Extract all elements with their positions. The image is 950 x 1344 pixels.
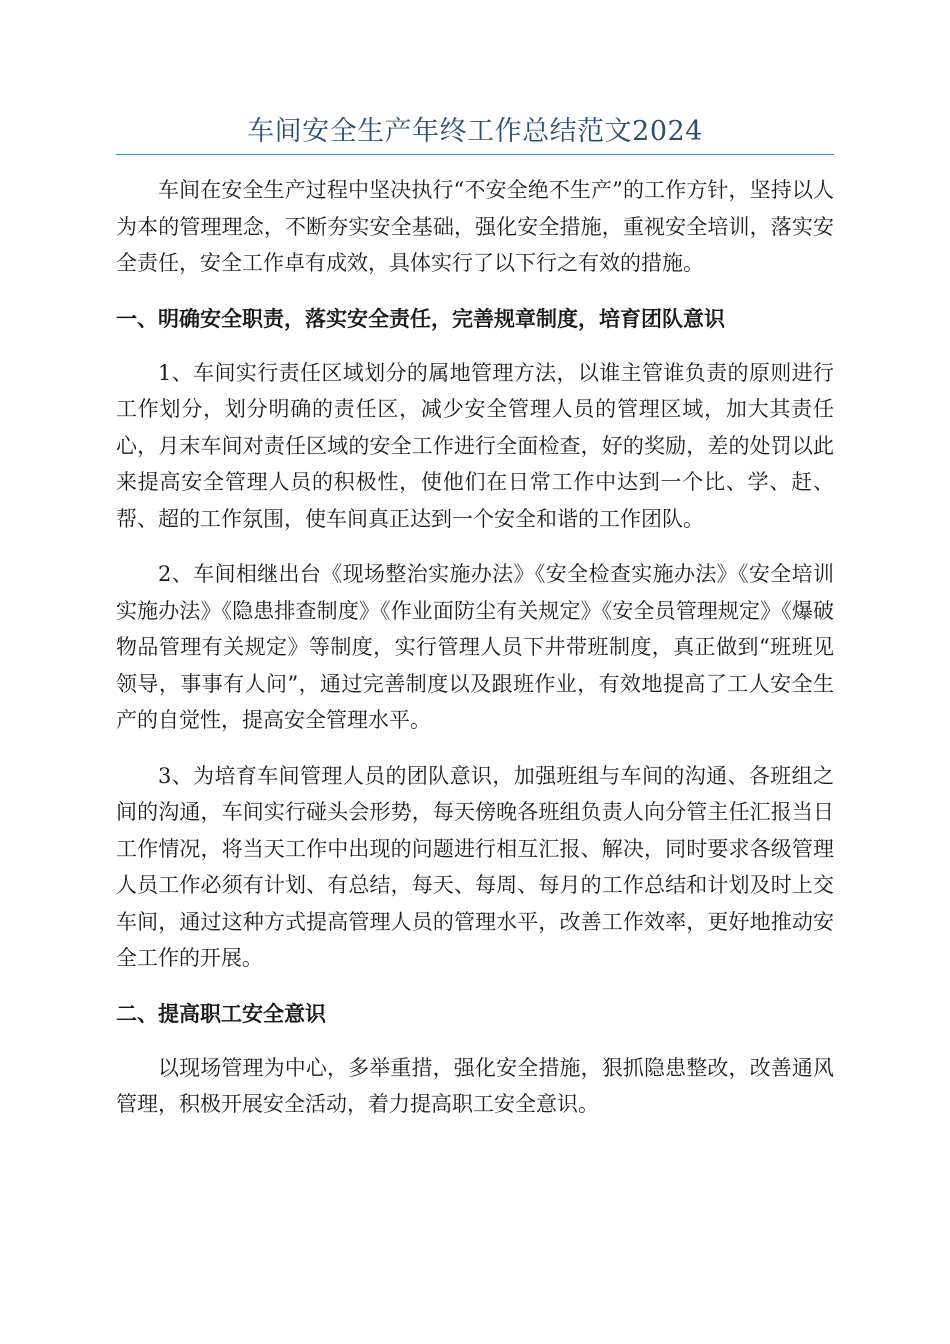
- section-1-item-1: 1、车间实行责任区域划分的属地管理方法，以谁主管谁负责的原则进行工作划分，划分明确的责任区，减少安全管理人员的管理区域，加大其责任心，月末车间对责任区域的安全工作进行全面检查，好的奖励，差的处罚以此来提高安全管理人员的积极性，使他们在日常工作中达到一个比、学、赶、帮、超的工作氛围，使车间真正达到一个安全和谐的工作团队。: [116, 360, 834, 531]
- section-1-heading: 一、明确安全职责，落实安全责任，完善规章制度，培育团队意识: [116, 306, 725, 331]
- section-1-item-2: 2、车间相继出台《现场整治实施办法》《安全检查实施办法》《安全培训实施办法》《隐患排查制度》《作业面防尘有关规定》《安全员管理规定》《爆破物品管理有关规定》等制度，实行管理人员下井带班制度，真正做到“班班见领导，事事有人问”，通过完善制度以及跟班作业，有效地提高了工人安全生产的自觉性，提高安全管理水平。: [116, 562, 834, 732]
- intro-paragraph: 车间在安全生产过程中坚决执行“不安全绝不生产”的工作方针，坚持以人为本的管理理念，不断夯实安全基础，强化安全措施，重视安全培训，落实安全责任，安全工作卓有成效，具体实行了以下行之有效的措施。: [116, 178, 834, 275]
- title-underline: [116, 154, 834, 155]
- document-body: [116, 172, 834, 1142]
- section-1-item-3: 3、为培育车间管理人员的团队意识，加强班组与车间的沟通、各班组之间的沟通，车间实行碰头会形势，每天傍晚各班组负责人向分管主任汇报当日工作情况，将当天工作中出现的问题进行相互汇报、解决，同时要求各级管理人员工作必须有计划、有总结，每天、每周、每月的工作总结和计划及时上交车间，通过这种方式提高管理人员的管理水平，改善工作效率，更好地推动安全工作的开展。: [116, 763, 834, 970]
- section-2-paragraph: 以现场管理为中心，多举重措，强化安全措施，狠抓隐患整改，改善通风管理，积极开展安全活动，着力提高职工安全意识。: [116, 1055, 834, 1116]
- section-2-heading: 二、提高职工安全意识: [116, 1001, 326, 1026]
- document-title: 车间安全生产年终工作总结范文2024: [247, 116, 703, 147]
